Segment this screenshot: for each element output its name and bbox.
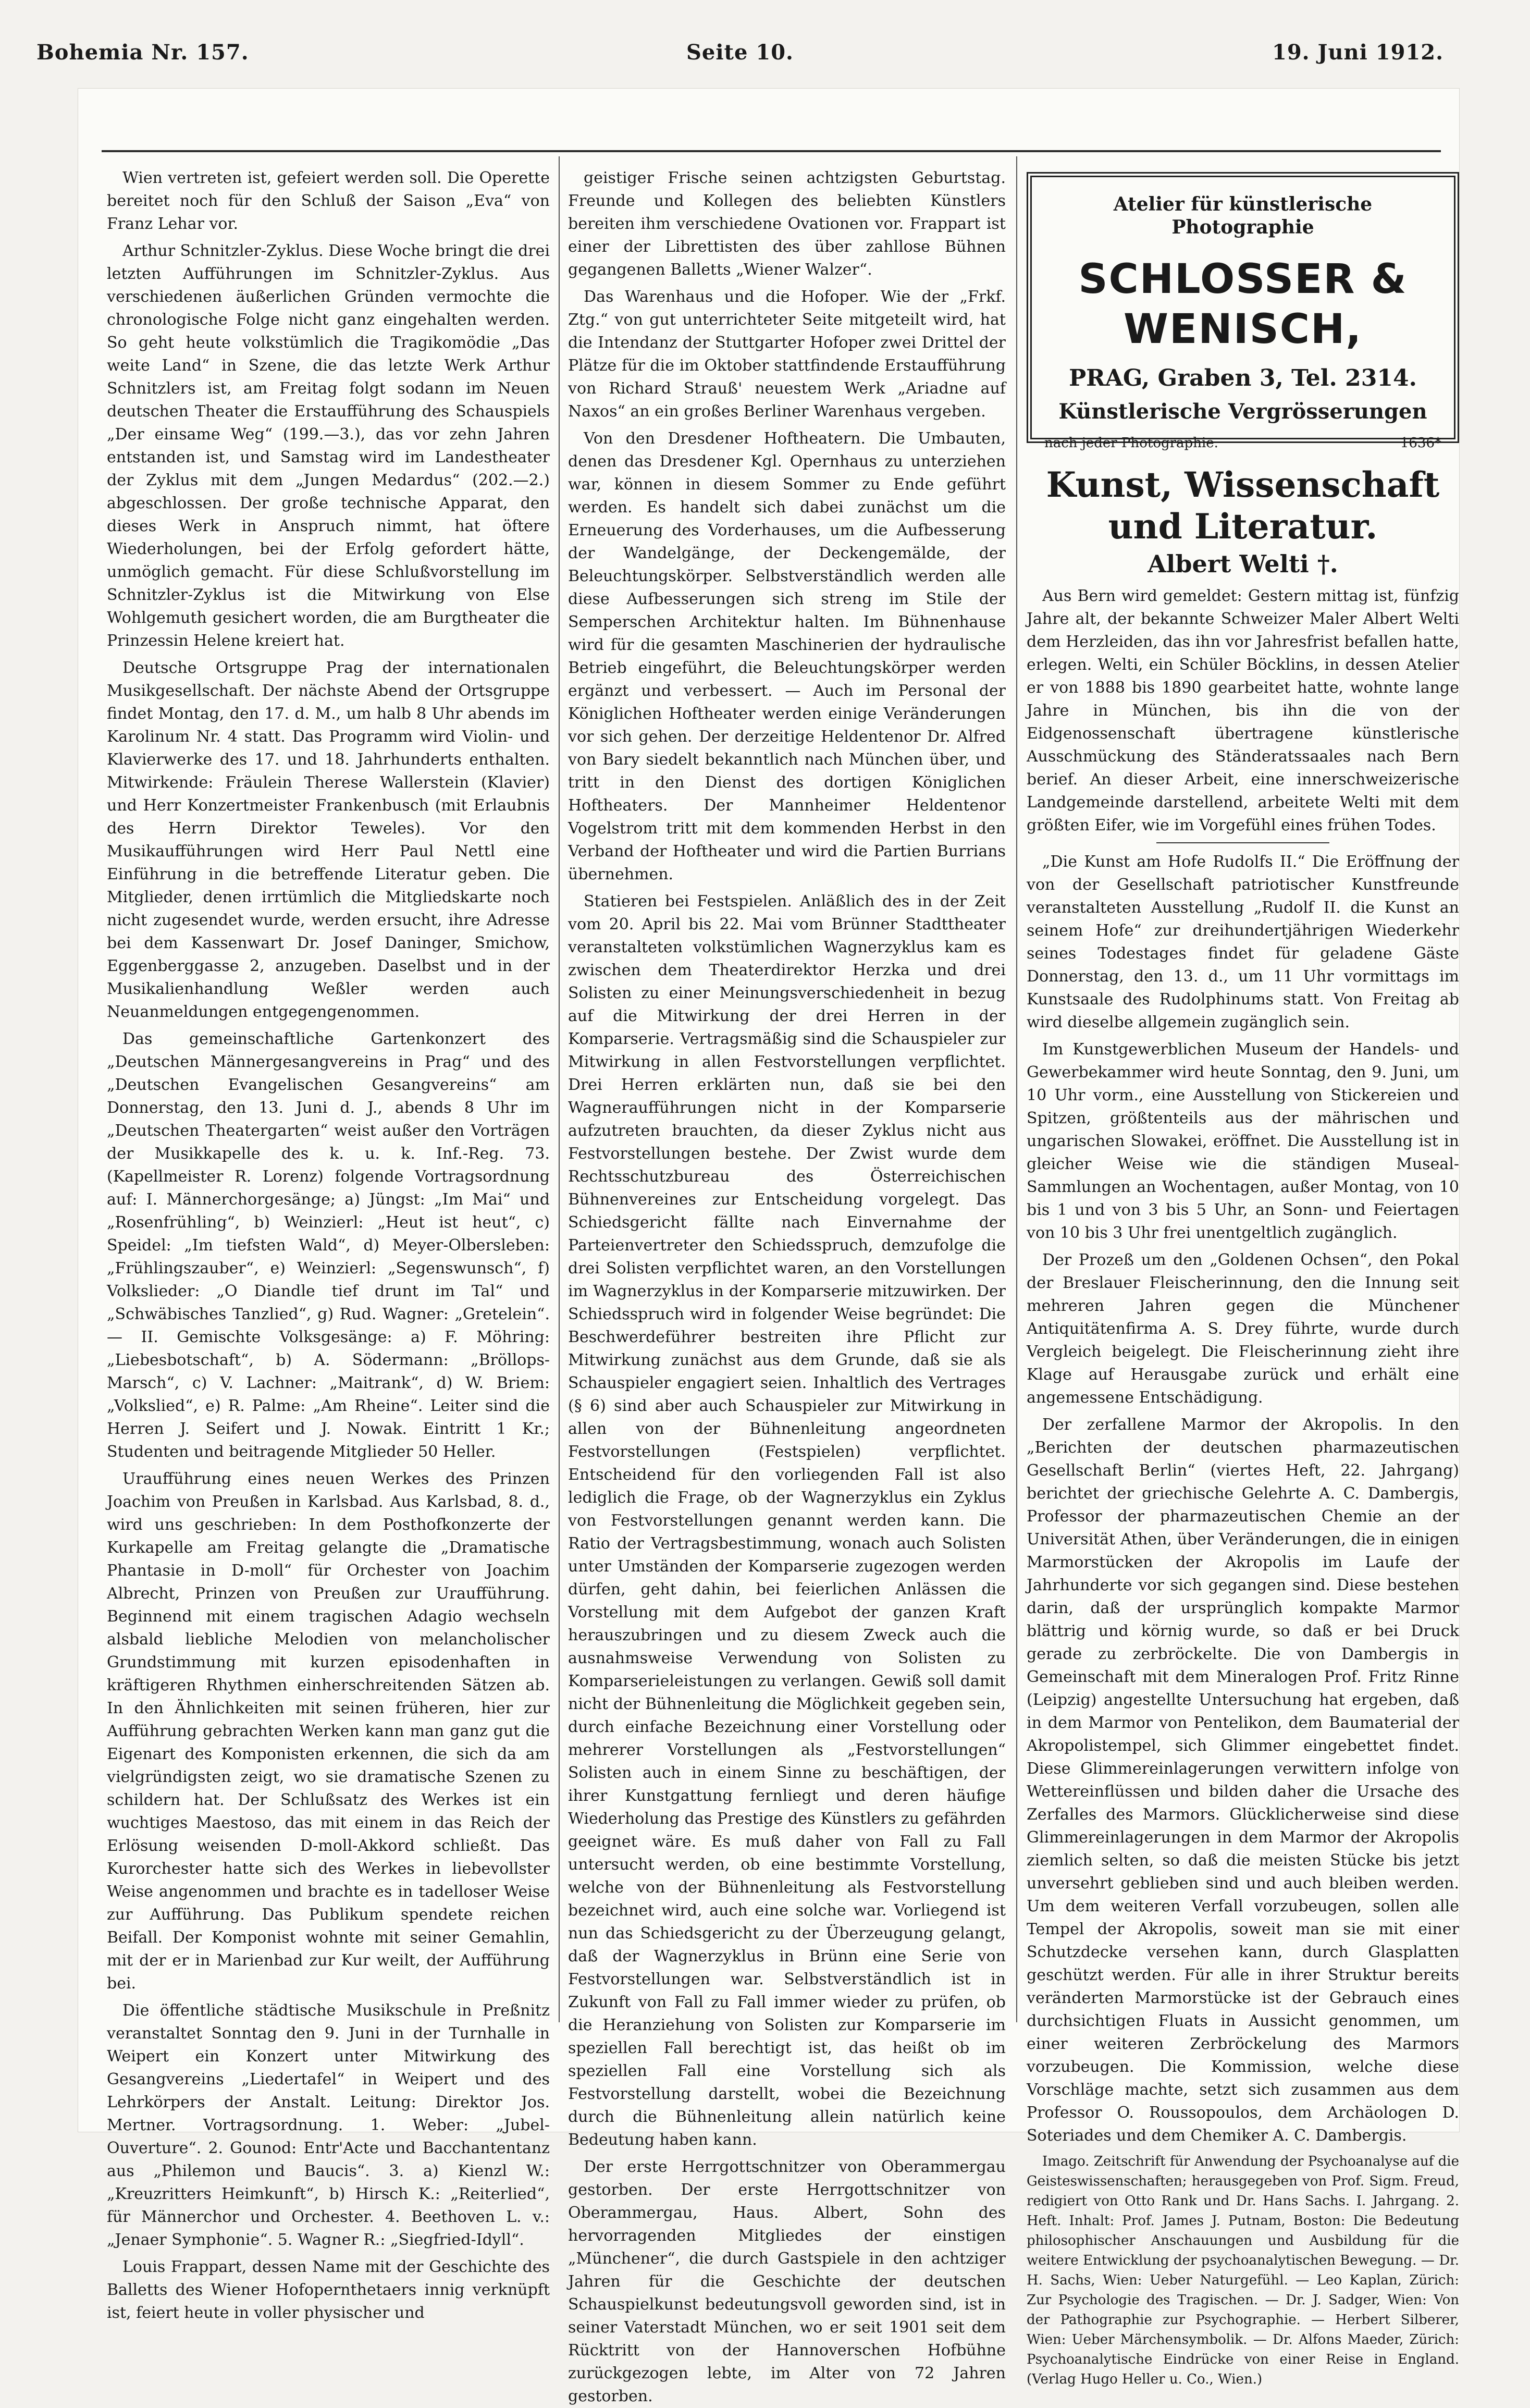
obituary-heading: Albert Welti †. (1148, 550, 1338, 578)
article-separator (1156, 842, 1329, 843)
article-paragraph: „Die Kunst am Hofe Rudolfs II.“ Die Eröffnung der von der Gesellschaft patriotischer Kunstfreunde veranstalteten Ausstellung „Rudolf II. die Kunst an seinem Hofe“ zur dreihundertjährigen Wiederkehr seines Todestages findet für geladene Gäste Donnerstag, den 13. d., um 11 Uhr vormittags im Kunstsaale des Rudolphinums statt. Von Freitag ab wird dieselbe allgemein zugänglich sein. (1027, 853, 1459, 1031)
header-date: 19. Juni 1912. (1272, 40, 1443, 65)
photographer-advertisement (1027, 172, 1459, 451)
article-paragraph: Statieren bei Festspielen. Anläßlich des in der Zeit vom 20. April bis 22. Mai vom Brünner Stadttheater veranstalteten volkstümlichen Wagnerzyklus kam es zwischen dem Theaterdirektor Herzka und drei Solisten zu einer Meinungsverschiedenheit in bezug auf die Mitwirkung der drei Herren in der Komparserie. Vertragsmäßig sind die Schauspieler zur Mitwirkung in allen Festvorstellungen verpflichtet. Drei Herren erklärten nun, daß sie bei den Wagneraufführungen nicht in der Komparserie aufzutreten brauchten, da dieser Zyklus nicht aus Festvorstellungen bestehe. Der Zwist wurde dem Rechtsschutzbureau des Österreichischen Bühnenvereines zur Entscheidung vorgelegt. Das Schiedsgericht fällte nach Einvernahme der Parteienvertreter den Schiedsspruch, demzufolge die drei Solisten verpflichtet waren, an den Vorstellungen im Wagnerzyklus in der Komparserie mitzuwirken. Der Schiedsspruch wird in folgender Weise begründet: Die Beschwerdeführer bestreiten ihre Pflicht zur Mitwirkung zunächst aus dem Grunde, daß sie als Schauspieler engagiert seien. Inhaltlich des Vertrages (§ 6) sind aber auch Schauspieler zur Mitwirkung in allen von der Bühnenleitung angeordneten Festvorstellungen (Festspielen) verpflichtet. Entscheidend für den vorliegenden Fall ist also lediglich die Frage, ob der Wagnerzyklus ein Zyklus von Festvorstellungen genannt werden kann. Die Ratio der Vertragsbestimmung, wonach auch Solisten unter Umständen der Komparserie zugezogen werden dürfen, geht dahin, bei feierlichen Anlässen die Vorstellung mit dem Aufgebot der ganzen Kraft herauszubringen und zu diesem Zweck auch die ausnahmsweise Verwendung von Solisten zu Komparserieleistungen zu verlangen. Gewiß soll damit nicht der Bühnenleitung die Möglichkeit gegeben sein, durch einfache Bezeichnung einer Vorstellung oder mehrerer Vorstellungen als „Festvorstellungen“ Solisten auch in einem Sinne zu beschäftigen, der ihrer Kunstgattung fernliegt und deren häufige Wiederholung das Prestige des Künstlers zu gefährden geeignet wäre. Es muß daher von Fall zu Fall untersucht werden, ob eine bestimmte Vorstellung, welche von der Bühnenleitung als Festvorstellung bezeichnet wird, auch eine solche war. Vorliegend ist nun das Schiedsgericht zu der Überzeugung gelangt, daß der Wagnerzyklus in Brünn eine Serie von Festvorstellungen war. Selbstverständlich ist in Zukunft von Fall zu Fall immer wieder zu prüfen, ob die Heranziehung von Solisten zur Komparserie im speziellen Fall berechtigt ist, das heißt ob im speziellen Fall eine Vorstellung sich als Festvorstellung darstellt, wobei die Bezeichnung durch die Bühnenleitung allein natürlich keine Bedeutung haben kann. (568, 892, 1006, 2149)
article-paragraph: Der Prozeß um den „Goldenen Ochsen“, den Pokal der Breslauer Fleischerinnung, den die Innung seit mehreren Jahren gegen die Münchener Antiquitätenfirma A. S. Drey führte, wurde durch Vergleich beigelegt. Die Fleischerinnung zieht ihre Klage auf Herausgabe zurück und erhält eine angemessene Entschädigung. (1027, 1251, 1459, 1407)
header-rule (102, 150, 1441, 152)
ad-tagline: Atelier für künstlerische Photographie (1113, 193, 1373, 238)
article-paragraph: Deutsche Ortsgruppe Prag der internationalen Musikgesellschaft. Der nächste Abend der Ortsgruppe findet Montag, den 17. d. M., um halb 8 Uhr abends im Karolinum Nr. 4 statt. Das Programm wird Violin- und Klavierwerke des 17. und 18. Jahrhunderts enthalten. Mitwirkende: Fräulein Therese Wallerstein (Klavier) und Herr Konzertmeister Frankenbusch (mit Erlaubnis des Herrn Direktor Teweles). Vor den Musikaufführungen wird Herr Paul Nettl eine Einführung in die betreffende Literatur geben. Die Mitglieder, denen irrtümlich die Mitgliedskarte noch nicht zugesendet wurde, werden ersucht, ihre Adresse bei dem Kassenwart Dr. Josef Daninger, Smichow, Eggenberggasse 2, anzugeben. Daselbst und in der Musikalienhandlung Weßler werden auch Neuanmeldungen entgegengenommen. (107, 659, 550, 1021)
ad-note-text: nach jeder Photographie. (1044, 435, 1218, 451)
ad-note (1044, 432, 1441, 454)
article-paragraph: Der erste Herrgottschnitzer von Oberammergau gestorben. Der erste Herrgottschnitzer von Oberammergau, Haus. Albert, Sohn des hervorragenden Mitgliedes der einstigen „Münchener“, die durch Gastspiele in den achtziger Jahren für die Geschichte der deutschen Schauspielkunst bedeutungsvoll geworden sind, ist in seiner Vaterstadt München, wo er seit 1901 seit dem Rücktritt von der Hannoverschen Hofbühne zurückgezogen lebte, im Alter von 72 Jahren gestorben. (568, 2158, 1006, 2405)
header-page-number: Seite 10. (686, 40, 794, 65)
ad-service: Künstlerische Vergrösserungen (1058, 399, 1427, 424)
column-divider (1016, 156, 1017, 2022)
article-paragraph: Louis Frappart, dessen Name mit der Geschichte des Balletts des Wiener Hofopernthetaers innig verknüpft ist, feiert heute in voller physischer und (107, 2258, 550, 2322)
ad-firm-name: SCHLOSSER & WENISCH, (1078, 256, 1408, 353)
article-paragraph: Von den Dresdener Hoftheatern. Die Umbauten, denen das Dresdener Kgl. Opernhaus zu unterziehen war, können in diesem Sommer zu Ende geführt werden. Es handelt sich dabei zunächst um die Erneuerung des Vorderhauses, um die Aufbesserung der Wandelgänge, der Deckengemälde, der Beleuchtungskörper. Selbstverständlich werden alle diese Aufbesserungen sich streng im Stile der Semperschen Architektur halten. Im Bühnenhause wird für die gesamten Maschinerien der hydraulische Betrieb eingeführt, die Beleuchtungskörper werden ergänzt und verbessert. — Auch im Personal der Königlichen Hoftheater werden einige Veränderungen vor sich gehen. Der derzeitige Heldentenor Dr. Alfred von Bary siedelt bekanntlich nach München über, und tritt in den Dienst des dortigen Königlichen Hoftheaters. Der Mannheimer Heldentenor Vogelstrom tritt mit dem kommenden Herbst in den Verband der Hoftheater und wird die Partien Burrians übernehmen. (568, 429, 1006, 883)
ad-address: PRAG, Graben 3, Tel. 2314. (1069, 365, 1417, 391)
article-paragraph: Im Kunstgewerblichen Museum der Handels- und Gewerbekammer wird heute Sonntag, den 9. Juni, um 10 Uhr vorm., eine Ausstellung von Stickereien und Spitzen, größtenteils aus der mährischen und ungarischen Slowakei, eröffnet. Die Ausstellung ist in gleicher Weise wie die ständigen Museal-Sammlungen an Wochentagen, außer Montag, von 10 bis 1 und von 3 bis 5 Uhr, an Sonn- und Feiertagen von 10 bis 3 Uhr frei unentgeltlich zugänglich. (1027, 1040, 1459, 1242)
article-paragraph: Das gemeinschaftliche Gartenkonzert des „Deutschen Männergesangvereins in Prag“ und des „Deutschen Evangelischen Gesangvereins“ am Donnerstag, den 13. Juni d. J., abends 8 Uhr im „Deutschen Theatergarten“ weist außer den Vorträgen der Musikkapelle des k. u. k. Inf.-Reg. 73. (Kapellmeister R. Lorenz) folgende Vortragsordnung auf: I. Männerchorgesänge; a) Jüngst: „Im Mai“ und „Rosenfrühling“, b) Weinzierl: „Heut ist heut“, c) Speidel: „Im tiefsten Wald“, d) Meyer-Olbersleben: „Frühlingszauber“, e) Weinzierl: „Segenswunsch“, f) Volkslieder: „O Diandle tief drunt im Tal“ und „Schwäbisches Tanzlied“, g) Rud. Wagner: „Gretelein“. — II. Gemischte Volksgesänge: a) F. Möhring: „Liebesbotschaft“, b) A. Södermann: „Bröllops-Marsch“, c) V. Lachner: „Maitrank“, d) W. Briem: „Volkslied“, e) R. Palme: „Am Rheine“. Leiter sind die Herren J. Seifert und J. Nowak. Eintritt 1 Kr.; Studenten und beitragende Mitglieder 50 Heller. (107, 1030, 550, 1461)
column-3 (1027, 167, 1459, 2387)
article-paragraph: Uraufführung eines neuen Werkes des Prinzen Joachim von Preußen in Karlsbad. Aus Karlsbad, 8. d., wird uns geschrieben: In dem Posthofkonzerte der Kurkapelle am Freitag gelangte die „Dramatische Phantasie in D-moll“ für Orchester von Joachim Albrecht, Prinzen von Preußen zur Uraufführung. Beginnend mit einem tragischen Adagio wechseln alsbald liebliche Melodien von melancholischer Grundstimmung mit kurzen episodenhaften in kräftigeren Rhythmen einherschreitenden Sätzen ab. In den Ähnlichkeiten mit seinen früheren, hier zur Aufführung gebrachten Werken kann man ganz gut die Eigenart des Komponisten erkennen, die sich da am vielgründigsten zeigt, wo sie dramatische Szenen zu schildern hat. Der Schlußsatz des Werkes ist ein wuchtiges Maestoso, das mit einem in das Reich der Erlösung weisenden D-moll-Akkord schließt. Das Kurorchester hatte sich des Werkes in liebevollster Weise angenommen und brachte es in tadelloser Weise zur Aufführung. Das Publikum spendete reichen Beifall. Der Komponist wohnte mit seiner Gemahlin, mit der er in Marienbad zur Kur weilt, der Aufführung bei. (107, 1470, 550, 1993)
header-publication: Bohemia Nr. 157. (36, 40, 249, 65)
article-paragraph: Imago. Zeitschrift für Anwendung der Psychoanalyse auf die Geisteswissenschaften; herausgegeben von Prof. Sigm. Freud, redigiert von Otto Rank und Dr. Hans Sachs. I. Jahrgang. 2. Heft. Inhalt: Prof. James J. Putnam, Boston: Die Bedeutung philosophischer Anschauungen und Ausbildung für die weitere Entwicklung der psychoanalytischen Bewegung. — Dr. H. Sachs, Wien: Ueber Naturgefühl. — Leo Kaplan, Zürich: Zur Psychologie des Tragischen. — Dr. J. Sadger, Wien: Von der Pathographie zur Psychographie. — Herbert Silberer, Wien: Ueber Märchensymbolik. — Dr. Alfons Maeder, Zürich: Psychoanalytische Eindrücke von einer Reise in England. (Verlag Hugo Heller u. Co., Wien.) (1027, 2154, 1459, 2387)
article-paragraph: Wien vertreten ist, gefeiert werden soll. Die Operette bereitet noch für den Schluß der Saison „Eva“ von Franz Lehar vor. (107, 169, 550, 233)
column-1 (107, 167, 550, 2322)
section-title: Kunst, Wissenschaft und Literatur. (1046, 464, 1440, 547)
article-paragraph: geistiger Frische seinen achtzigsten Geburtstag. Freunde und Kollegen des beliebten Künstlers bereiten ihm verschiedene Ovationen vor. Frappart ist einer der Librettisten des über zahllose Bühnen gegangenen Balletts „Wiener Walzer“. (568, 169, 1006, 279)
article-paragraph: Aus Bern wird gemeldet: Gestern mittag ist, fünfzig Jahre alt, der bekannte Schweizer Maler Albert Welti dem Herzleiden, das ihn vor Jahresfrist befallen hatte, erlegen. Welti, ein Schüler Böcklins, in dessen Atelier er von 1888 bis 1890 gearbeitet hatte, wohnte lange Jahre in München, bis ihn die von der Eidgenossenschaft übertragene künstlerische Ausschmückung des Ständeratssaales nach Bern berief. An dieser Arbeit, eine innerschweizerische Landgemeinde darstellend, arbeitete Welti mit dem größten Eifer, wie im Vorgefühl eines frühen Todes. (1027, 587, 1459, 834)
article-paragraph: Arthur Schnitzler-Zyklus. Diese Woche bringt die drei letzten Aufführungen im Schnitzler-Zyklus. Aus verschiedenen äußerlichen Gründen vermochte die chronologische Folge nicht ganz eingehalten werden. So geht heute volkstümlich die Tragikomödie „Das weite Land“ in Szene, die das letzte Werk Arthur Schnitzlers ist, am Freitag folgt sodann im Neuen deutschen Theater die Erstaufführung des Schauspiels „Der einsame Weg“ (199.—3.), das vor zehn Jahren entstanden ist, und Samstag wird im Landestheater der Zyklus mit dem „Jungen Medardus“ (202.—2.) abgeschlossen. Der große technische Apparat, den dieses Werk in Anspruch nimmt, hat öftere Wiederholungen, bei der Erfolg gefordert hätte, unmöglich gemacht. Für diese Schlußvorstellung im Schnitzler-Zyklus ist die Mitwirkung von Else Wohlgemuth gesichert worden, die am Burgtheater die Prinzessin Helene kreiert hat. (107, 242, 550, 650)
article-paragraph: Der zerfallene Marmor der Akropolis. In den „Berichten der deutschen pharmazeutischen Gesellschaft Berlin“ (viertes Heft, 22. Jahrgang) berichtet der griechische Gelehrte A. C. Dambergis, Professor der pharmazeutischen Chemie an der Universität Athen, über Veränderungen, die in einigen Marmorstücken der Akropolis im Laufe der Jahrhunderte vor sich gegangen sind. Diese bestehen darin, daß der ursprünglich kompakte Marmor blättrig und körnig wurde, so daß er bei Druck gerade zu zerbröckelte. Die von Dambergis in Gemeinschaft mit dem Mineralogen Prof. Fritz Rinne (Leipzig) angestellte Untersuchung hat ergeben, daß in dem Marmor von Pentelikon, dem Baumaterial der Akropolistempel, sich Glimmer eingebettet findet. Diese Glimmereinlagerungen verwittern infolge von Wettereinflüssen und bilden daher die Ursache des Zerfalles des Marmors. Glücklicherweise sind diese Glimmereinlagerungen in dem Marmor der Akropolis ziemlich selten, so daß die meisten Stücke bis jetzt unversehrt geblieben sind und auch bleiben werden. Um dem weiteren Verfall vorzubeugen, sollen alle Tempel der Akropolis, soweit man sie mit einer Schutzdecke versehen kann, durch Glasplatten geschützt werden. Für alle in ihrer Struktur bereits veränderten Marmorstücke ist der Gebrauch eines durchsichtigen Fluats in Aussicht genommen, um einer weiteren Zerbröckelung des Marmors vorzubeugen. Die Kommission, welche diese Vorschläge machte, setzt sich zusammen aus dem Professor O. Roussopoulos, dem Archäologen D. Soteriades und dem Chemiker A. C. Dambergis. (1027, 1416, 1459, 2145)
article-paragraph: Das Warenhaus und die Hofoper. Wie der „Frkf. Ztg.“ von gut unterrichteter Seite mitgeteilt wird, hat die Intendanz der Stuttgarter Hofoper zwei Drittel der Plätze für die im Oktober stattfindende Erstaufführung von Richard Strauß' neuestem Werk „Ariadne auf Naxos“ an ein großes Berliner Warenhaus vergeben. (568, 288, 1006, 421)
page-header (36, 29, 1443, 76)
column-2 (568, 167, 1006, 2405)
column-divider (559, 156, 560, 2022)
ad-code: 1636* (1400, 435, 1441, 451)
article-paragraph: Die öffentliche städtische Musikschule in Preßnitz veranstaltet Sonntag den 9. Juni in der Turnhalle in Weipert ein Konzert unter Mitwirkung des Gesangvereins „Liedertafel“ in Weipert und des Lehrkörpers der Anstalt. Leitung: Direktor Jos. Mertner. Vortragsordnung. 1. Weber: „Jubel-Ouverture“. 2. Gounod: Entr'Acte und Bacchantentanz aus „Philemon und Baucis“. 3. a) Kienzl W.: „Kreuzritters Heimkunft“, b) Hirsch K.: „Reiterlied“, für Männerchor und Orchester. 4. Beethoven L. v.: „Jenaer Symphonie“. 5. Wagner R.: „Siegfried-Idyll“. (107, 2001, 550, 2249)
